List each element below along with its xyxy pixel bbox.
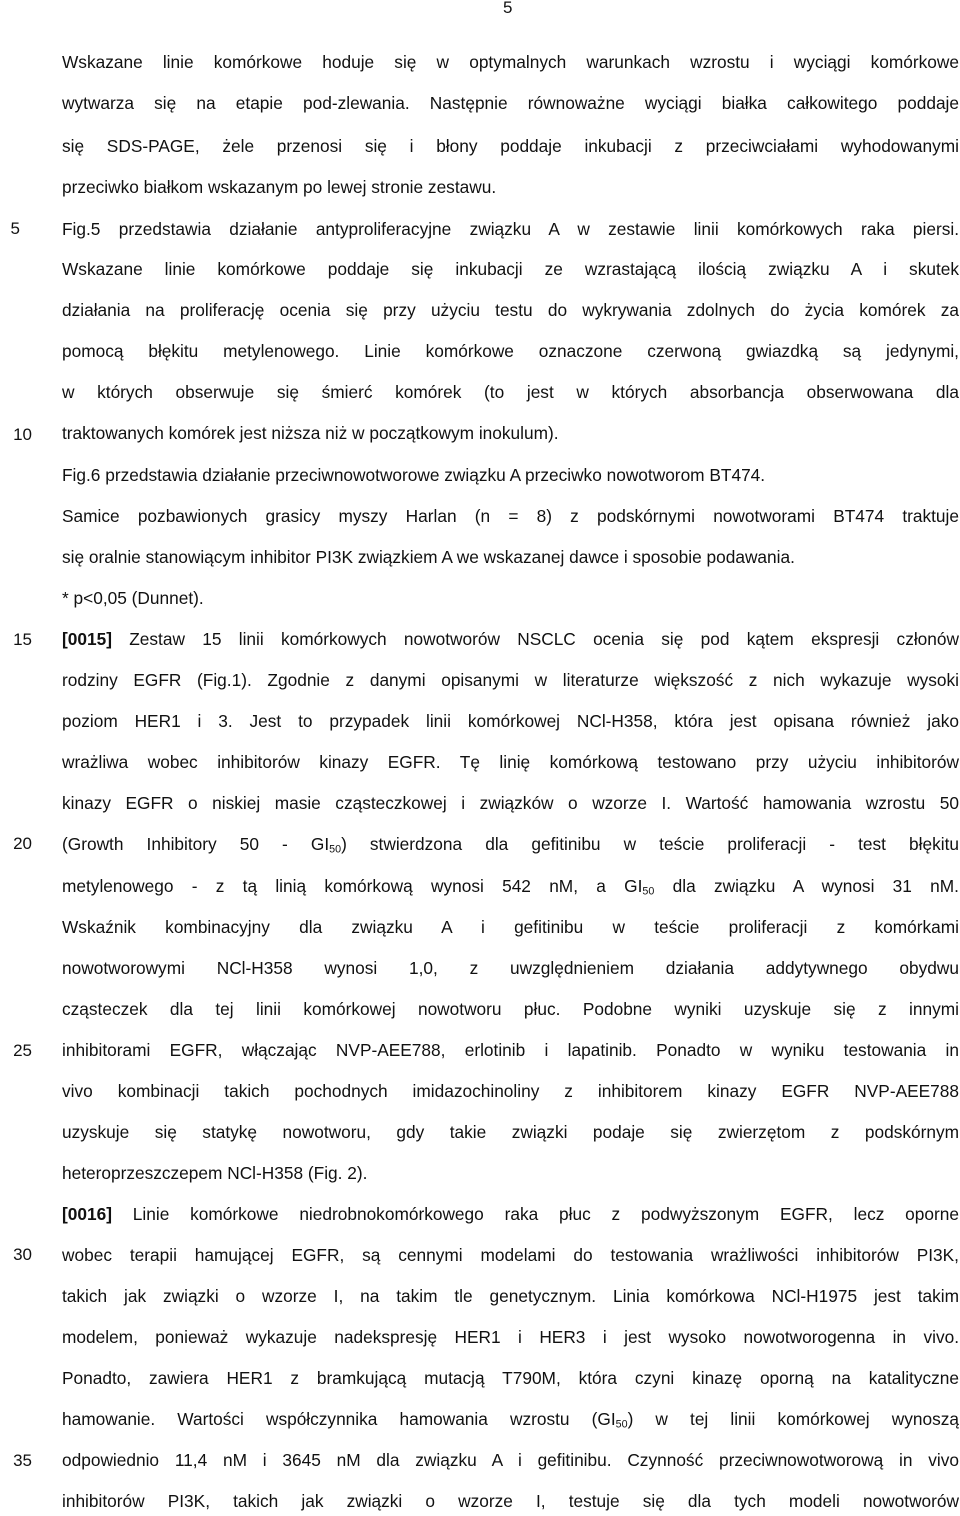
text-line: działania na proliferację ocenia się przy użyciu testu do wykrywania zdolnych do życia komórek za [62, 300, 959, 320]
text-line: * p<0,05 (Dunnet). [62, 588, 204, 608]
text-line: uzyskuje się statykę nowotworu, gdy takie związki podaje się zwierzętom z podskórnym [62, 1122, 959, 1142]
text-line: Ponadto, zawiera HER1 z bramkującą mutacją T790M, która czyni kinazę oporną na katalityczne [62, 1368, 959, 1388]
text-line: [0015] Zestaw 15 linii komórkowych nowotworów NSCLC ocenia się pod kątem ekspresji członów [62, 629, 959, 649]
line-number: 30 [13, 1245, 32, 1264]
text-line: wytwarza się na etapie pod-zlewania. Następnie równoważne wyciągi białka całkowitego poddaje [62, 93, 959, 113]
text-line: wrażliwa wobec inhibitorów kinazy EGFR. Tę linię komórkową testowano przy użyciu inhibitorów [62, 752, 959, 772]
text-line: Wskaźnik kombinacyjny dla związku A i gefitinibu w teście proliferacji z komórkami [62, 917, 959, 937]
text-line: traktowanych komórek jest niższa niż w początkowym inokulum). [62, 423, 559, 443]
text-line: Fig.5 przedstawia działanie antyproliferacyjne związku A w zestawie linii komórkowych raka piersi. [62, 219, 959, 239]
text-line: wobec terapii hamującej EGFR, są cennymi modelami do testowania wrażliwości inhibitorów PI3K, [62, 1245, 959, 1265]
text-line: kinazy EGFR o niskiej masie cząsteczkowej i związków o wzorze I. Wartość hamowania wzrostu 50 [62, 793, 959, 813]
text-line: vivo kombinacji takich pochodnych imidazochinoliny z inhibitorem kinazy EGFR NVP-AEE788 [62, 1081, 959, 1101]
line-number: 20 [13, 834, 32, 853]
text-line: metylenowego - z tą linią komórkową wynosi 542 nM, a $GI_{50}$ dla związku A wynosi 31 nM. [62, 876, 959, 898]
text-line: inhibitorów PI3K, takich jak związki o wzorze I, testuje się dla tych modeli nowotworów [62, 1491, 959, 1511]
text-line: pomocą błękitu metylenowego. Linie komórkowe oznaczone czerwoną gwiazdką są jedynymi, [62, 341, 959, 361]
line-number: 15 [13, 630, 32, 649]
text-line: Wskazane linie komórkowe poddaje się inkubacji ze wzrastającą ilością związku A i skutek [62, 259, 959, 279]
text-line: inhibitorami EGFR, włączając NVP-AEE788, erlotinib i lapatinib. Ponadto w wyniku testowania in [62, 1040, 959, 1060]
text-line: [0016] Linie komórkowe niedrobnokomórkowego raka płuc z podwyższonym EGFR, lecz oporne [62, 1204, 959, 1224]
text-line: się SDS-PAGE, żele przenosi się i błony poddaje inkubacji z przeciwciałami wyhodowanymi [62, 136, 959, 156]
text-line: Fig.6 przedstawia działanie przeciwnowotworowe związku A przeciwko nowotworom BT474. [62, 465, 766, 485]
paragraph-tag: [0015] [62, 629, 112, 649]
text-line: się oralnie stanowiącym inhibitor PI3K związkiem A we wskazanej dawce i sposobie podawania. [62, 547, 795, 567]
text-line: modelem, ponieważ wykazuje nadekspresję HER1 i HER3 i jest wysoko nowotworogenna in vivo. [62, 1327, 959, 1347]
text-line: nowotworowymi NCl-H358 wynosi 1,0, z uwzględnieniem działania addytywnego obydwu [62, 958, 959, 978]
line-number: 10 [13, 425, 32, 444]
text-line: Samice pozbawionych grasicy myszy Harlan (n = 8) z podskórnymi nowotworami BT474 traktuje [62, 506, 959, 526]
text-line: przeciwko białkom wskazanym po lewej stronie zestawu. [62, 177, 497, 197]
text-line: takich jak związki o wzorze I, na takim tle genetycznym. Linia komórkowa NCl-H1975 jest takim [62, 1286, 959, 1306]
page-number: 5 [503, 0, 513, 17]
text-line: rodziny EGFR (Fig.1). Zgodnie z danymi opisanymi w literaturze większość z nich wykazuje wysoki [62, 670, 959, 690]
line-number: 5 [10, 219, 20, 238]
text-line: (Growth Inhibitory $50 - GI_{50}$) stwierdzona dla gefitinibu w teście proliferacji - test błękitu [62, 834, 959, 856]
text-line: cząsteczek dla tej linii komórkowej nowotworu płuc. Podobne wyniki uzyskuje się z innymi [62, 999, 959, 1019]
line-number: 25 [13, 1041, 32, 1060]
text-line: heteroprzeszczepem NCl-H358 (Fig. 2). [62, 1163, 368, 1183]
line-number: 35 [13, 1451, 32, 1470]
text-line: w których obserwuje się śmierć komórek (to jest w których absorbancja obserwowana dla [62, 382, 959, 402]
paragraph-tag: [0016] [62, 1204, 112, 1224]
text-line: odpowiednio 11,4 nM i 3645 nM dla związku A i gefitinibu. Czynność przeciwnowotworową in vivo [62, 1450, 959, 1470]
text-line: poziom HER1 i 3. Jest to przypadek linii komórkowej NCl-H358, która jest opisana również jako [62, 711, 959, 731]
text-line: hamowanie. Wartości współczynnika hamowania wzrostu $(GI_{50})$ w tej linii komórkowej wynoszą [62, 1409, 959, 1431]
text-line: Wskazane linie komórkowe hoduje się w optymalnych warunkach wzrostu i wyciągi komórkowe [62, 52, 959, 72]
